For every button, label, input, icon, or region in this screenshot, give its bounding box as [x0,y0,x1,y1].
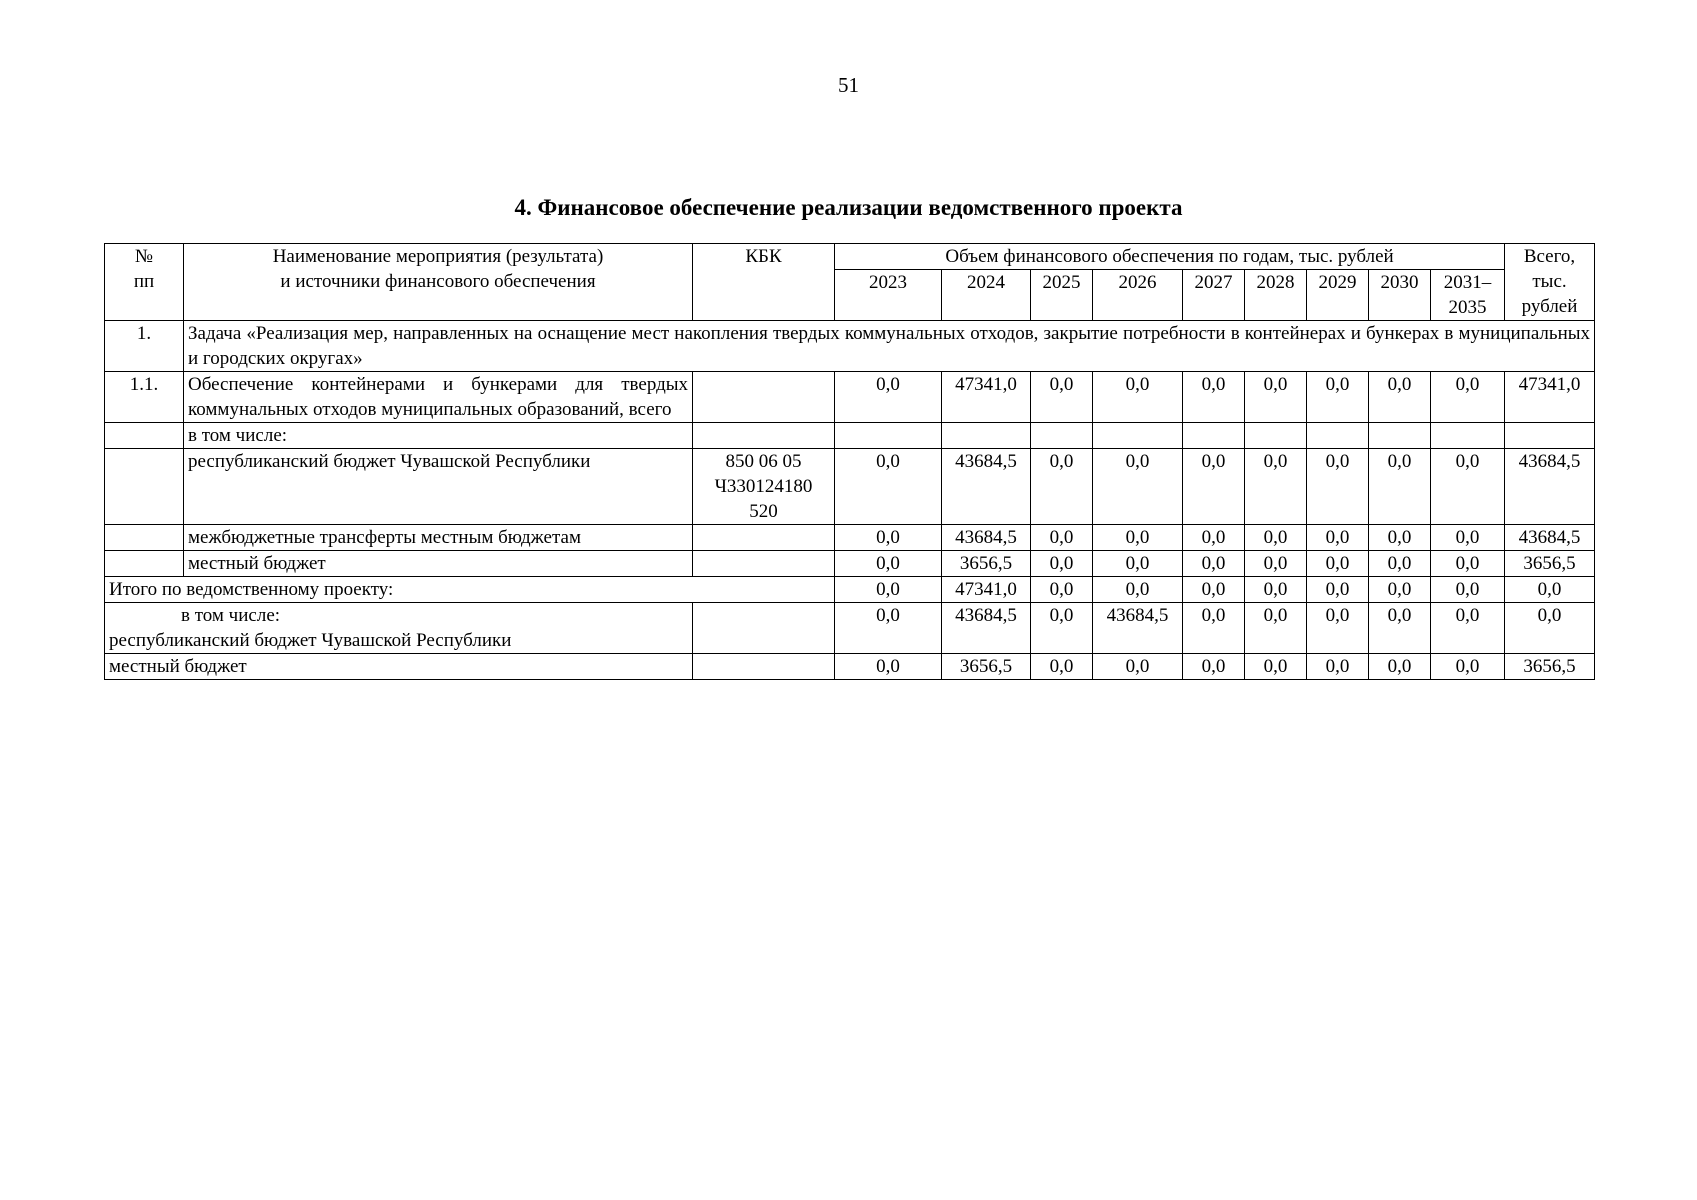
value-cell: 0,0 [1431,551,1505,577]
local-budget-name: местный бюджет [184,551,693,577]
republic-budget-kbk [693,449,835,525]
including-label: в том числе: [184,423,693,449]
value-cell: 0,0 [1183,372,1245,423]
value-cell: 0,0 [1245,525,1307,551]
value-cell: 0,0 [1369,372,1431,423]
value-cell: 3656,5 [942,654,1031,680]
value-cell: 0,0 [1093,577,1183,603]
header-number [105,244,184,321]
project-total-republic-row [105,603,1595,654]
header-name-line1: Наименование мероприятия (результата) [272,246,604,267]
empty-cell [1183,423,1245,449]
value-cell: 0,0 [1431,654,1505,680]
value-cell: 0,0 [1245,449,1307,525]
value-cell: 3656,5 [942,551,1031,577]
empty-cell [693,525,835,551]
value-cell: 0,0 [1031,603,1093,654]
local-budget-row [105,551,1595,577]
header-year: 2025 [1031,270,1093,321]
value-cell: 0,0 [1307,449,1369,525]
total-cell: 3656,5 [1505,654,1595,680]
measure-kbk [693,372,835,423]
project-total-name: Итого по ведомственному проекту: [105,577,693,603]
empty-cell [942,423,1031,449]
empty-cell [693,423,835,449]
header-year: 2027 [1183,270,1245,321]
value-cell: 0,0 [835,654,942,680]
value-cell: 43684,5 [1093,603,1183,654]
total-cell: 0,0 [1505,603,1595,654]
empty-cell [693,577,835,603]
value-cell: 0,0 [1031,525,1093,551]
value-cell: 43684,5 [942,449,1031,525]
value-cell: 0,0 [835,372,942,423]
header-year-range-line1: 2031– [1443,272,1492,293]
measure-number: 1.1. [105,372,184,423]
value-cell: 0,0 [1183,449,1245,525]
task-text: Задача «Реализация мер, направленных на оснащение мест накопления твердых коммунальных отходов, закрытие потребности в контейнерах и бункерах в муниципальных и городских округах» [184,321,1595,372]
header-name-line2: и источники финансового обеспечения [280,271,596,292]
value-cell: 0,0 [1245,577,1307,603]
value-cell: 0,0 [1245,551,1307,577]
value-cell: 0,0 [1031,372,1093,423]
transfers-row [105,525,1595,551]
header-total-line3: рублей [1521,296,1578,317]
header-number-line2: пп [133,271,155,292]
value-cell: 0,0 [835,603,942,654]
value-cell: 43684,5 [942,525,1031,551]
header-year: 2026 [1093,270,1183,321]
value-cell: 0,0 [1183,654,1245,680]
republic-budget-row [105,449,1595,525]
header-name [184,244,693,321]
empty-cell [1369,423,1431,449]
value-cell: 47341,0 [942,577,1031,603]
value-cell: 0,0 [1431,372,1505,423]
republic-budget-name: республиканский бюджет Чувашской Республики [184,449,693,525]
task-number: 1. [105,321,184,372]
header-row [105,244,1595,270]
value-cell: 0,0 [835,449,942,525]
transfers-name: межбюджетные трансферты местным бюджетам [184,525,693,551]
total-cell: 3656,5 [1505,551,1595,577]
value-cell: 0,0 [1431,577,1505,603]
empty-cell [105,551,184,577]
value-cell: 0,0 [1369,577,1431,603]
empty-cell [105,449,184,525]
republic-budget-label: республиканский бюджет Чувашской Республики [109,630,512,651]
header-total-line2: тыс. [1532,271,1567,292]
header-year-range [1431,270,1505,321]
total-cell: 47341,0 [1505,372,1595,423]
value-cell: 0,0 [835,551,942,577]
empty-cell [105,525,184,551]
section-title: 4. Финансовое обеспечение реализации ведомственного проекта [514,195,1183,220]
header-total-line1: Всего, [1523,246,1576,267]
value-cell: 0,0 [1307,577,1369,603]
kbk-line3: 520 [749,501,778,522]
value-cell: 0,0 [1307,372,1369,423]
value-cell: 0,0 [1431,603,1505,654]
header-year: 2029 [1307,270,1369,321]
header-volume: Объем финансового обеспечения по годам, тыс. рублей [835,244,1505,270]
including-label: в том числе: [181,605,281,626]
empty-cell [1031,423,1093,449]
value-cell: 0,0 [1031,449,1093,525]
empty-cell [1307,423,1369,449]
empty-cell [105,423,184,449]
header-kbk: КБК [693,244,835,321]
header-year-range-line2: 2035 [1448,297,1487,318]
empty-cell [835,423,942,449]
value-cell: 0,0 [1431,449,1505,525]
value-cell: 0,0 [1431,525,1505,551]
value-cell: 0,0 [1307,525,1369,551]
value-cell: 0,0 [835,525,942,551]
header-year: 2028 [1245,270,1307,321]
value-cell: 0,0 [835,577,942,603]
value-cell: 0,0 [1093,372,1183,423]
kbk-line2: Ч330124180 [714,476,813,497]
measure-row [105,372,1595,423]
value-cell: 0,0 [1093,449,1183,525]
value-cell: 43684,5 [942,603,1031,654]
task-row [105,321,1595,372]
header-year: 2023 [835,270,942,321]
value-cell: 0,0 [1183,551,1245,577]
header-total [1505,244,1595,321]
empty-cell [693,654,835,680]
value-cell: 0,0 [1245,372,1307,423]
kbk-line1: 850 06 05 [725,451,802,472]
value-cell: 0,0 [1245,603,1307,654]
total-cell: 43684,5 [1505,525,1595,551]
financing-table [104,243,1595,680]
value-cell: 0,0 [1369,654,1431,680]
value-cell: 0,0 [1369,603,1431,654]
header-year: 2030 [1369,270,1431,321]
value-cell: 0,0 [1031,551,1093,577]
header-number-line1: № [134,246,154,267]
value-cell: 0,0 [1307,603,1369,654]
project-total-local-row [105,654,1595,680]
value-cell: 0,0 [1369,551,1431,577]
value-cell: 0,0 [1093,525,1183,551]
value-cell: 0,0 [1183,525,1245,551]
header-year: 2024 [942,270,1031,321]
total-cell: 0,0 [1505,577,1595,603]
empty-cell [693,603,835,654]
empty-cell [1093,423,1183,449]
empty-cell [1431,423,1505,449]
project-total-local-name: местный бюджет [105,654,693,680]
empty-cell [1245,423,1307,449]
including-row [105,423,1595,449]
project-total-row [105,577,1595,603]
value-cell: 47341,0 [942,372,1031,423]
value-cell: 0,0 [1307,654,1369,680]
empty-cell [693,551,835,577]
empty-cell [1505,423,1595,449]
total-cell: 43684,5 [1505,449,1595,525]
page-number: 51 [838,73,859,97]
value-cell: 0,0 [1183,603,1245,654]
value-cell: 0,0 [1245,654,1307,680]
value-cell: 0,0 [1369,525,1431,551]
measure-name: Обеспечение контейнерами и бункерами для твердых коммунальных отходов муниципальных образований, всего [184,372,693,423]
project-total-republic-name [105,603,693,654]
value-cell: 0,0 [1307,551,1369,577]
value-cell: 0,0 [1093,654,1183,680]
value-cell: 0,0 [1093,551,1183,577]
value-cell: 0,0 [1183,577,1245,603]
value-cell: 0,0 [1369,449,1431,525]
value-cell: 0,0 [1031,654,1093,680]
value-cell: 0,0 [1031,577,1093,603]
